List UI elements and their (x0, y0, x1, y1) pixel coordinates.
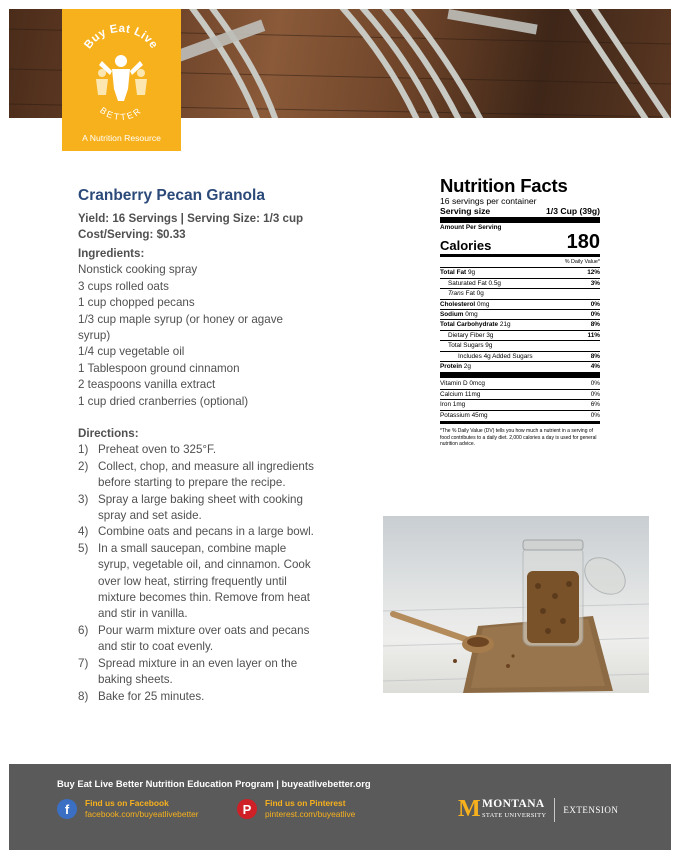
facebook-link[interactable] (57, 798, 199, 820)
serving-size-row: Serving size 1/3 Cup (39g) (440, 206, 600, 216)
buy-eat-live-better-logo (62, 9, 181, 151)
logo-divider (554, 798, 555, 822)
ingredient-item: 1 cup chopped pecans (78, 296, 195, 310)
ingredient-item: Nonstick cooking spray (78, 263, 198, 277)
direction-step: 1) Preheat oven to 325°F. (78, 443, 217, 457)
extension-label: EXTENSION (563, 804, 619, 815)
direction-step: 8) Bake for 25 minutes. (78, 689, 205, 703)
nf-row-total-carb: Total Carbohydrate 21g 8% (440, 321, 600, 329)
logo-figures-icon (62, 9, 181, 129)
nf-row-iron: Iron 1mg 6% (440, 401, 600, 409)
granola-jar-photo (383, 516, 649, 693)
pinterest-icon: P (237, 799, 257, 819)
logo-tagline: A Nutrition Resource (82, 133, 161, 143)
ingredient-item: 1 cup dried cranberries (optional) (78, 394, 249, 408)
footer (9, 764, 671, 850)
pinterest-url: pinterest.com/buyeatlive (265, 809, 356, 819)
msu-extension-logo (458, 796, 618, 823)
nutrition-footnote: *The % Daily Value (DV) tells you how much a nutrient in a serving of food contributes to a daily diet. 2,000 calories a day is used for general nutrition advice. (440, 428, 597, 447)
direction-step: 3) Spray a large baking sheet with cooking spray and set aside. (78, 492, 303, 523)
ingredient-item: 2 teaspoons vanilla extract (78, 378, 216, 392)
nf-row-sodium: Sodium 0mg 0% (440, 311, 600, 319)
nf-row-fiber: Dietary Fiber 3g 11% (440, 330, 600, 340)
servings-per-container: 16 servings per container (440, 196, 537, 206)
pinterest-title: Find us on Pinterest (265, 798, 346, 808)
msu-m-icon: M (458, 796, 481, 822)
nf-row-sat-fat: Saturated Fat 0.5g 3% (440, 278, 600, 288)
facebook-title: Find us on Facebook (85, 798, 169, 808)
ingredients-list (78, 262, 318, 410)
direction-step: 2) Collect, chop, and measure all ingredients before starting to prepare the recipe. (78, 459, 314, 490)
nf-row-potassium: Potassium 45mg 0% (440, 411, 600, 419)
nf-row-cholesterol: Cholesterol 0mg 0% (440, 300, 600, 308)
nf-row-protein: Protein 2g 4% (440, 363, 600, 371)
directions-list (78, 442, 318, 705)
nf-row-total-fat: Total Fat 9g 12% (440, 269, 600, 277)
ingredients-heading: Ingredients: (78, 247, 145, 260)
direction-step: 5) In a small saucepan, combine maple syrup, vegetable oil, and cinnamon. Cook over low heat, stirring frequently until mixture becomes thin. Remove from heat and stir in vanilla. (78, 541, 311, 621)
directions-section (78, 426, 318, 705)
nutrition-facts-label (440, 176, 600, 447)
facebook-icon: f (57, 799, 77, 819)
svg-text:Buy Eat Live: Buy Eat Live (82, 22, 160, 52)
ingredient-item: 1/4 cup vegetable oil (78, 345, 185, 359)
ingredients-section (78, 246, 318, 410)
msu-name: MONTANA (482, 797, 545, 810)
nf-row-vitamin-d: Vitamin D 0mcg 0% (440, 380, 600, 388)
ingredient-item: 3 cups rolled oats (78, 279, 169, 293)
directions-heading: Directions: (78, 427, 139, 440)
calories-row: Calories 180 (440, 231, 600, 253)
pinterest-link[interactable] (237, 798, 355, 820)
dv-header: % Daily Value* (564, 259, 600, 265)
svg-text:BETTER: BETTER (98, 105, 144, 123)
ingredient-item: 1 Tablespoon ground cinnamon (78, 361, 240, 375)
recipe-title: Cranberry Pecan Granola (78, 187, 265, 204)
direction-step: 7) Spread mixture in an even layer on the baking sheets. (78, 656, 298, 687)
recipe-meta (78, 211, 303, 243)
facebook-url: facebook.com/buyeatlivebetter (85, 809, 199, 819)
msu-sub: STATE UNIVERSITY (482, 811, 547, 819)
direction-step: 6) Pour warm mixture over oats and pecans and stir to coat evenly. (78, 623, 310, 654)
nf-row-added-sugars: Includes 4g Added Sugars 8% (440, 351, 600, 361)
nf-row-trans-fat: Trans Fat 0g (440, 288, 600, 298)
direction-step: 4) Combine oats and pecans in a large bowl. (78, 525, 314, 539)
amount-per-serving: Amount Per Serving (440, 224, 502, 231)
nf-row-calcium: Calcium 11mg 0% (440, 390, 600, 398)
nutrition-title: Nutrition Facts (440, 175, 568, 196)
nf-row-sugars: Total Sugars 9g (440, 340, 600, 350)
cost-line: Cost/Serving: $0.33 (78, 228, 186, 241)
program-line: Buy Eat Live Better Nutrition Education Program | buyeatlivebetter.org (57, 778, 371, 789)
ingredient-item: 1/3 cup maple syrup (or honey or agave syrup) (78, 312, 283, 343)
yield-line: Yield: 16 Servings | Serving Size: 1/3 cup (78, 212, 304, 225)
